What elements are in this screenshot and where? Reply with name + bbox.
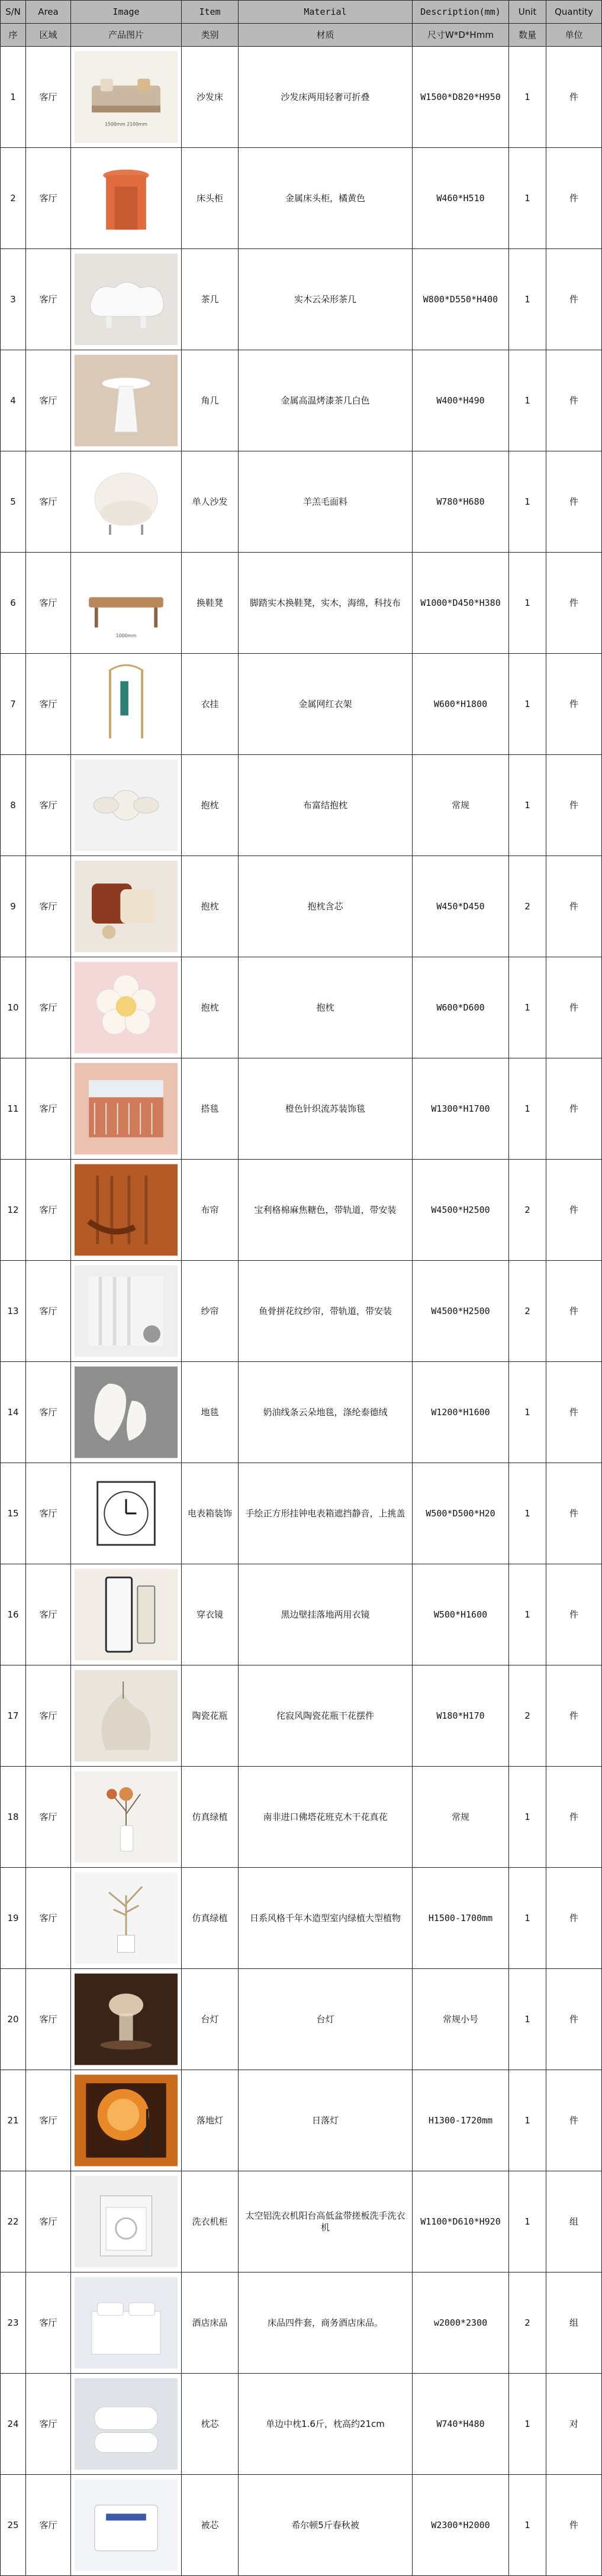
cell-unit: 1	[509, 755, 546, 856]
table-row	[1, 2374, 602, 2475]
cell-unit: 1	[509, 2070, 546, 2171]
cell-item: 茶几	[182, 249, 239, 350]
cell-sn: 19	[1, 1868, 26, 1969]
hotel-bedding-icon	[75, 2275, 178, 2370]
cell-material: 希尔顿5斤春秋被	[239, 2475, 413, 2576]
cell-material: 金属网红衣架	[239, 654, 413, 755]
product-image	[75, 151, 178, 246]
cell-material: 脚踏实木换鞋凳，实木，海绵，科技布	[239, 553, 413, 654]
table-row	[1, 1058, 602, 1160]
cell-item: 酒店床品	[182, 2272, 239, 2374]
cell-item: 陶瓷花瓶	[182, 1665, 239, 1767]
product-image	[75, 1163, 178, 1257]
product-image	[75, 2073, 178, 2168]
cell-material: 金属床头柜，橘黄色	[239, 148, 413, 249]
cell-area: 客厅	[26, 654, 71, 755]
cell-description: w2000*2300	[413, 2272, 509, 2374]
cloud-coffee-table-icon	[75, 252, 178, 347]
cell-area: 客厅	[26, 249, 71, 350]
cell-area: 客厅	[26, 451, 71, 553]
cell-image	[71, 2272, 182, 2374]
cell-item: 床头柜	[182, 148, 239, 249]
lambswool-chair-icon	[75, 454, 178, 549]
cloud-rug-icon	[75, 1365, 178, 1460]
ceramic-vase-icon	[75, 1668, 178, 1763]
cell-material: 床品四件套，商务酒店床品。	[239, 2272, 413, 2374]
cell-unit: 1	[509, 2171, 546, 2272]
header-area: Area	[26, 1, 71, 24]
cell-image	[71, 350, 182, 451]
table-row	[1, 249, 602, 350]
cell-material: 鱼骨拼花纹纱帘，带轨道，带安装	[239, 1261, 413, 1362]
sunset-lamp-icon	[75, 2073, 178, 2168]
cell-unit: 2	[509, 1665, 546, 1767]
cell-quantity: 件	[546, 451, 602, 553]
cell-description: W400*H490	[413, 350, 509, 451]
cell-image	[71, 1665, 182, 1767]
sofa-bed-icon	[75, 50, 178, 144]
cell-unit: 1	[509, 148, 546, 249]
cell-quantity: 件	[546, 47, 602, 148]
sheer-curtain-icon	[75, 1264, 178, 1358]
cell-image	[71, 1058, 182, 1160]
flower-pillow-icon	[75, 960, 178, 1055]
product-image	[75, 1871, 178, 1965]
cell-unit: 1	[509, 1362, 546, 1463]
caramel-curtain-icon	[75, 1163, 178, 1257]
cell-item: 换鞋凳	[182, 553, 239, 654]
cell-area: 客厅	[26, 1868, 71, 1969]
cell-image	[71, 755, 182, 856]
product-image	[75, 960, 178, 1055]
cell-item: 地毯	[182, 1362, 239, 1463]
cell-item: 抱枕	[182, 755, 239, 856]
cell-material: 黑边壁挂落地两用衣镜	[239, 1564, 413, 1665]
cell-material: 布富结抱枕	[239, 755, 413, 856]
cell-image	[71, 1564, 182, 1665]
cell-image	[71, 1160, 182, 1261]
cell-item: 枕芯	[182, 2374, 239, 2475]
cell-material: 宝利格棉麻焦糖色，带轨道，带安装	[239, 1160, 413, 1261]
table-row	[1, 1362, 602, 1463]
cell-area: 客厅	[26, 856, 71, 957]
header-quantity-zh: 单位	[546, 24, 602, 47]
cell-image	[71, 1463, 182, 1564]
cell-unit: 1	[509, 2374, 546, 2475]
cell-area: 客厅	[26, 2272, 71, 2374]
cell-unit: 1	[509, 451, 546, 553]
cell-area: 客厅	[26, 2171, 71, 2272]
cell-quantity: 件	[546, 1160, 602, 1261]
cell-description: W2300*H2000	[413, 2475, 509, 2576]
product-image	[75, 454, 178, 549]
cell-material: 日落灯	[239, 2070, 413, 2171]
wooden-bench-icon	[75, 556, 178, 650]
cell-description: 常规小号	[413, 1969, 509, 2070]
cell-quantity: 件	[546, 350, 602, 451]
table-row	[1, 856, 602, 957]
cell-item: 仿真绿植	[182, 1767, 239, 1868]
table-row	[1, 350, 602, 451]
product-image	[75, 1770, 178, 1864]
cell-area: 客厅	[26, 1564, 71, 1665]
cell-area: 客厅	[26, 957, 71, 1058]
cell-item: 衣挂	[182, 654, 239, 755]
duvet-insert-icon	[75, 2478, 178, 2572]
table-row	[1, 755, 602, 856]
header-image: Image	[71, 1, 182, 24]
cell-quantity: 对	[546, 2374, 602, 2475]
cell-image	[71, 654, 182, 755]
cell-item: 落地灯	[182, 2070, 239, 2171]
cell-quantity: 件	[546, 1767, 602, 1868]
cell-description: W780*H680	[413, 451, 509, 553]
product-image	[75, 1365, 178, 1460]
header-material-zh: 材质	[239, 24, 413, 47]
cell-quantity: 件	[546, 2070, 602, 2171]
laundry-cabinet-icon	[75, 2174, 178, 2269]
crystal-lamp-icon	[75, 1972, 178, 2067]
cell-unit: 1	[509, 350, 546, 451]
cell-sn: 1	[1, 47, 26, 148]
cell-area: 客厅	[26, 1969, 71, 2070]
cell-image	[71, 451, 182, 553]
cell-quantity: 件	[546, 1463, 602, 1564]
cell-description: W460*H510	[413, 148, 509, 249]
table-row	[1, 1564, 602, 1665]
cell-sn: 6	[1, 553, 26, 654]
cell-description: W1500*D820*H950	[413, 47, 509, 148]
cell-unit: 1	[509, 2475, 546, 2576]
cell-image	[71, 1969, 182, 2070]
cell-area: 客厅	[26, 1767, 71, 1868]
cell-image	[71, 1261, 182, 1362]
cell-unit: 1	[509, 1463, 546, 1564]
product-image	[75, 353, 178, 448]
product-image	[75, 1061, 178, 1156]
cell-quantity: 件	[546, 148, 602, 249]
table-row	[1, 1261, 602, 1362]
cell-image	[71, 2171, 182, 2272]
header-unit-zh: 数量	[509, 24, 546, 47]
cell-description: W4500*H2500	[413, 1160, 509, 1261]
product-image	[75, 859, 178, 954]
cell-unit: 2	[509, 856, 546, 957]
cell-sn: 21	[1, 2070, 26, 2171]
product-image	[75, 1972, 178, 2067]
table-row	[1, 1868, 602, 1969]
cell-item: 被芯	[182, 2475, 239, 2576]
cell-description: 常规	[413, 1767, 509, 1868]
dimension-label: 1000mm	[115, 633, 137, 638]
cell-area: 客厅	[26, 553, 71, 654]
cell-sn: 18	[1, 1767, 26, 1868]
knot-pillow-icon	[75, 758, 178, 853]
table-row	[1, 148, 602, 249]
cell-sn: 20	[1, 1969, 26, 2070]
cell-description: W600*H1800	[413, 654, 509, 755]
cell-item: 角几	[182, 350, 239, 451]
cell-image	[71, 1868, 182, 1969]
cell-area: 客厅	[26, 1665, 71, 1767]
cell-description: W1200*H1600	[413, 1362, 509, 1463]
product-image	[75, 1466, 178, 1561]
cell-image	[71, 47, 182, 148]
cell-area: 客厅	[26, 47, 71, 148]
white-round-side-table-icon	[75, 353, 178, 448]
cell-item: 抱枕	[182, 856, 239, 957]
cell-sn: 16	[1, 1564, 26, 1665]
cell-image	[71, 2070, 182, 2171]
cell-material: 单边中枕1.6斤，枕高约21cm	[239, 2374, 413, 2475]
cell-unit: 1	[509, 1767, 546, 1868]
cell-material: 太空铝洗衣机阳台高低盆带搓板洗手洗衣机	[239, 2171, 413, 2272]
product-image	[75, 2275, 178, 2370]
cell-description: H1500-1700mm	[413, 1868, 509, 1969]
cell-image	[71, 1767, 182, 1868]
cell-unit: 1	[509, 957, 546, 1058]
cell-sn: 3	[1, 249, 26, 350]
cell-sn: 7	[1, 654, 26, 755]
cell-quantity: 件	[546, 957, 602, 1058]
cell-material: 实木云朵形茶几	[239, 249, 413, 350]
dimension-label: 1500mm 2100mm	[105, 121, 147, 127]
knit-throw-icon	[75, 1061, 178, 1156]
header-quantity: Quantity	[546, 1, 602, 24]
cell-sn: 13	[1, 1261, 26, 1362]
cell-description: W500*D500*H20	[413, 1463, 509, 1564]
cell-sn: 12	[1, 1160, 26, 1261]
cell-description: W1000*D450*H380	[413, 553, 509, 654]
cell-sn: 17	[1, 1665, 26, 1767]
cell-unit: 1	[509, 47, 546, 148]
dried-flowers-icon	[75, 1770, 178, 1864]
cell-item: 纱帘	[182, 1261, 239, 1362]
cell-sn: 4	[1, 350, 26, 451]
floor-mirror-icon	[75, 1567, 178, 1662]
cell-quantity: 件	[546, 1058, 602, 1160]
cell-quantity: 件	[546, 755, 602, 856]
cell-image	[71, 249, 182, 350]
cell-image	[71, 1362, 182, 1463]
cell-item: 抱枕	[182, 957, 239, 1058]
cell-material: 南非进口佛塔花班克木干花真花	[239, 1767, 413, 1868]
cell-unit: 1	[509, 1969, 546, 2070]
header-material: Material	[239, 1, 413, 24]
cell-description: W4500*H2500	[413, 1261, 509, 1362]
cell-material: 抱枕	[239, 957, 413, 1058]
cell-quantity: 件	[546, 1868, 602, 1969]
cell-unit: 1	[509, 1058, 546, 1160]
coat-rack-icon	[75, 657, 178, 751]
table-row	[1, 654, 602, 755]
cell-image	[71, 2374, 182, 2475]
cell-material: 抱枕含芯	[239, 856, 413, 957]
header-row-english	[1, 1, 602, 24]
cell-material: 羊羔毛面料	[239, 451, 413, 553]
cell-description: 常规	[413, 755, 509, 856]
orange-side-table-icon	[75, 151, 178, 246]
cell-area: 客厅	[26, 1058, 71, 1160]
cell-material: 沙发床两用轻奢可折叠	[239, 47, 413, 148]
header-area-zh: 区域	[26, 24, 71, 47]
cell-material: 侘寂风陶瓷花瓶干花摆件	[239, 1665, 413, 1767]
header-row-chinese	[1, 24, 602, 47]
cell-material: 奶油线条云朵地毯，涤纶泰德绒	[239, 1362, 413, 1463]
cell-sn: 11	[1, 1058, 26, 1160]
cell-description: W450*D450	[413, 856, 509, 957]
table-row	[1, 1160, 602, 1261]
header-unit: Unit	[509, 1, 546, 24]
header-image-zh: 产品图片	[71, 24, 182, 47]
cell-area: 客厅	[26, 2070, 71, 2171]
product-image	[75, 50, 178, 144]
cell-area: 客厅	[26, 2374, 71, 2475]
cell-material: 橙色针织流苏装饰毯	[239, 1058, 413, 1160]
cell-description: W180*H170	[413, 1665, 509, 1767]
table-row	[1, 451, 602, 553]
table-row	[1, 957, 602, 1058]
cell-quantity: 件	[546, 1564, 602, 1665]
cell-area: 客厅	[26, 755, 71, 856]
cell-item: 穿衣镜	[182, 1564, 239, 1665]
table-row	[1, 2475, 602, 2576]
cell-area: 客厅	[26, 1261, 71, 1362]
header-item: Item	[182, 1, 239, 24]
product-image	[75, 758, 178, 853]
header-sn-zh: 序	[1, 24, 26, 47]
cell-unit: 1	[509, 1564, 546, 1665]
cell-material: 日系风格千年木造型室内绿植大型植物	[239, 1868, 413, 1969]
header-description: Description(mm)	[413, 1, 509, 24]
cell-unit: 2	[509, 2272, 546, 2374]
product-image	[75, 2377, 178, 2471]
cell-quantity: 组	[546, 2171, 602, 2272]
table-row	[1, 1767, 602, 1868]
cell-sn: 8	[1, 755, 26, 856]
cell-item: 单人沙发	[182, 451, 239, 553]
cell-image	[71, 553, 182, 654]
cell-material: 台灯	[239, 1969, 413, 2070]
cell-area: 客厅	[26, 1463, 71, 1564]
cell-unit: 2	[509, 1160, 546, 1261]
cell-material: 手绘正方形挂钟电表箱遮挡静音，上挑盖	[239, 1463, 413, 1564]
cell-unit: 1	[509, 1868, 546, 1969]
cell-area: 客厅	[26, 1160, 71, 1261]
cell-description: W1300*H1700	[413, 1058, 509, 1160]
cell-quantity: 件	[546, 654, 602, 755]
product-image	[75, 1567, 178, 1662]
cell-sn: 23	[1, 2272, 26, 2374]
cell-description: W740*H480	[413, 2374, 509, 2475]
cell-area: 客厅	[26, 2475, 71, 2576]
product-image	[75, 252, 178, 347]
pillow-insert-icon	[75, 2377, 178, 2471]
header-sn: S/N	[1, 1, 26, 24]
product-image	[75, 1264, 178, 1358]
cell-item: 沙发床	[182, 47, 239, 148]
cell-quantity: 件	[546, 553, 602, 654]
cell-quantity: 件	[546, 2475, 602, 2576]
cell-description: W600*D600	[413, 957, 509, 1058]
cell-quantity: 件	[546, 856, 602, 957]
cell-quantity: 组	[546, 2272, 602, 2374]
cell-sn: 14	[1, 1362, 26, 1463]
table-row	[1, 553, 602, 654]
cell-sn: 10	[1, 957, 26, 1058]
cell-sn: 25	[1, 2475, 26, 2576]
cell-sn: 9	[1, 856, 26, 957]
table-row	[1, 2171, 602, 2272]
cell-sn: 2	[1, 148, 26, 249]
cell-sn: 24	[1, 2374, 26, 2475]
table-row	[1, 2272, 602, 2374]
table-row	[1, 1665, 602, 1767]
cell-item: 仿真绿植	[182, 1868, 239, 1969]
table-row	[1, 47, 602, 148]
cell-item: 台灯	[182, 1969, 239, 2070]
cell-description: W800*D550*H400	[413, 249, 509, 350]
cell-item: 电表箱装饰	[182, 1463, 239, 1564]
product-image	[75, 556, 178, 650]
cell-unit: 1	[509, 654, 546, 755]
cell-item: 洗衣机柜	[182, 2171, 239, 2272]
product-image	[75, 2174, 178, 2269]
table-row	[1, 1969, 602, 2070]
cell-quantity: 件	[546, 1362, 602, 1463]
cell-quantity: 件	[546, 1665, 602, 1767]
cell-description: H1300-1720mm	[413, 2070, 509, 2171]
product-image	[75, 1668, 178, 1763]
cell-area: 客厅	[26, 148, 71, 249]
cell-unit: 1	[509, 553, 546, 654]
header-item-zh: 类别	[182, 24, 239, 47]
table-body	[1, 47, 602, 2576]
cell-image	[71, 148, 182, 249]
header-description-zh: 尺寸W*D*Hmm	[413, 24, 509, 47]
cell-image	[71, 2475, 182, 2576]
wall-clock-icon	[75, 1466, 178, 1561]
table-row	[1, 1463, 602, 1564]
cell-image	[71, 856, 182, 957]
cell-item: 布帘	[182, 1160, 239, 1261]
cell-unit: 2	[509, 1261, 546, 1362]
cell-image	[71, 957, 182, 1058]
cell-sn: 15	[1, 1463, 26, 1564]
potted-plant-icon	[75, 1871, 178, 1965]
cell-description: W1100*D610*H920	[413, 2171, 509, 2272]
cell-item: 搭毯	[182, 1058, 239, 1160]
cell-area: 客厅	[26, 1362, 71, 1463]
cell-unit: 1	[509, 249, 546, 350]
product-image	[75, 657, 178, 751]
cell-quantity: 件	[546, 1261, 602, 1362]
cell-quantity: 件	[546, 249, 602, 350]
cell-description: W500*H1600	[413, 1564, 509, 1665]
cell-area: 客厅	[26, 350, 71, 451]
cell-sn: 5	[1, 451, 26, 553]
product-image	[75, 2478, 178, 2572]
cell-quantity: 件	[546, 1969, 602, 2070]
cushions-icon	[75, 859, 178, 954]
cell-material: 金属高温烤漆茶几白色	[239, 350, 413, 451]
table-row	[1, 2070, 602, 2171]
cell-sn: 22	[1, 2171, 26, 2272]
